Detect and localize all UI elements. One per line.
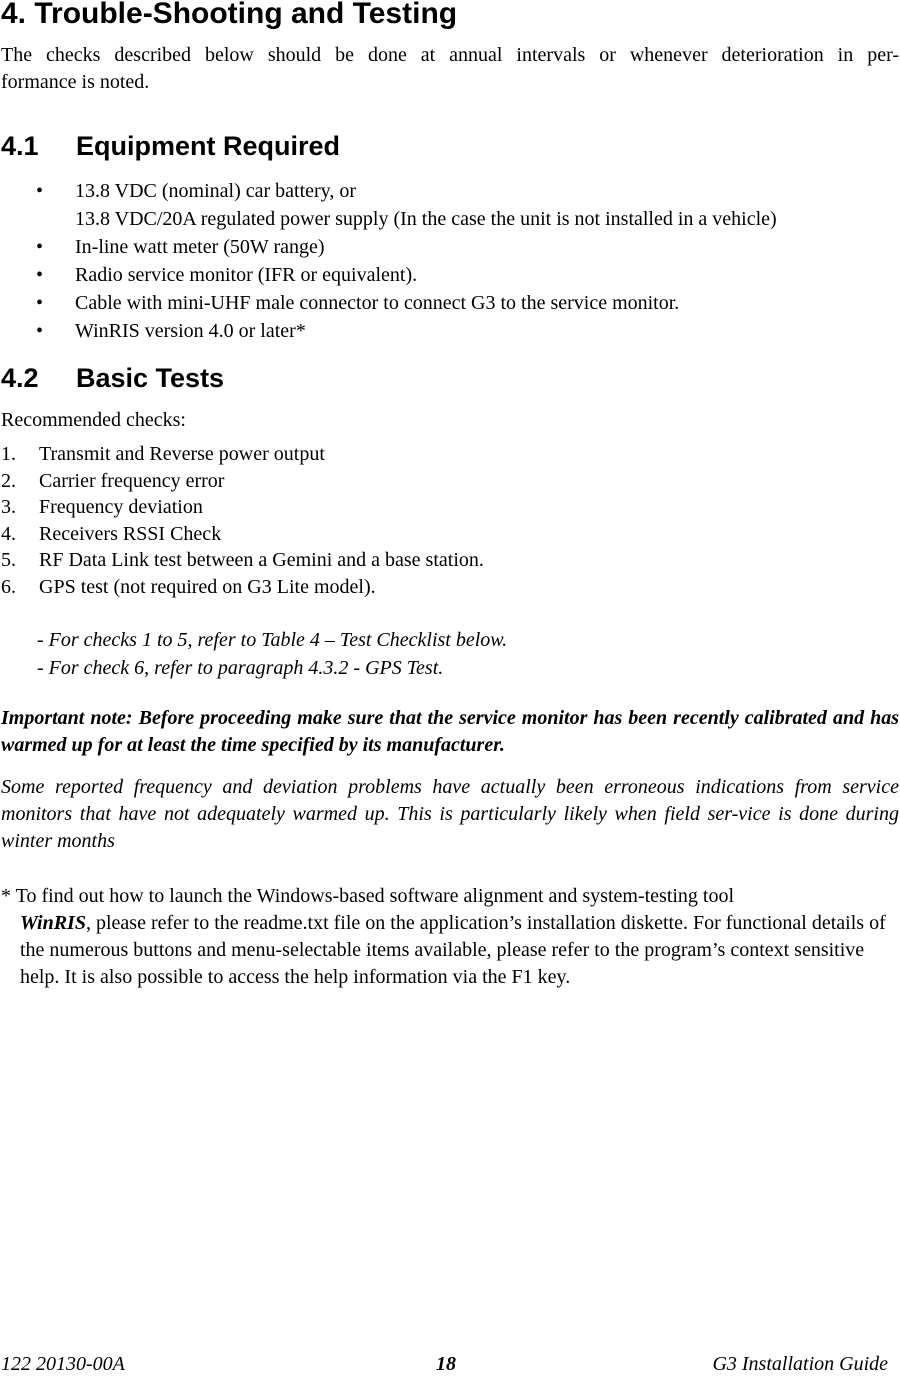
section-heading-4-1 bbox=[1, 131, 340, 162]
list-item bbox=[0, 261, 900, 289]
list-item-text: RF Data Link test between a Gemini and a base station. bbox=[39, 549, 484, 571]
page-title: 4. Trouble-Shooting and Testing bbox=[1, 0, 458, 30]
check-references bbox=[1, 626, 507, 682]
footnote bbox=[1, 883, 900, 991]
list-number: 6. bbox=[1, 575, 16, 598]
list-item-text: WinRIS version 4.0 or later* bbox=[75, 320, 306, 342]
intro-line-2: formance is noted. bbox=[1, 71, 150, 93]
bullet-icon: • bbox=[36, 180, 44, 202]
list-number: 3. bbox=[1, 496, 16, 518]
list-item-text: Radio service monitor (IFR or equivalent). bbox=[75, 264, 418, 286]
footer-guide-title: G3 Installation Guide bbox=[712, 1353, 888, 1375]
list-item bbox=[0, 317, 900, 345]
list-item bbox=[0, 177, 900, 233]
list-item-text: 13.8 VDC/20A regulated power supply (In the case the unit is not installed in a vehicle) bbox=[75, 208, 777, 230]
list-item bbox=[0, 289, 900, 317]
section-heading-4-2 bbox=[1, 363, 224, 394]
bullet-icon: • bbox=[36, 264, 44, 286]
warmup-warning: Some reported frequency and deviation problems have actually been erroneous indications from service monitors that have not adequately warmed up. This is particularly likely when field ser-vice is done during winter months bbox=[1, 776, 899, 852]
footer-page-number: 18 bbox=[436, 1353, 456, 1375]
list-item bbox=[0, 233, 900, 261]
list-number: 4. bbox=[1, 522, 16, 545]
section-title: Equipment Required bbox=[76, 131, 341, 161]
bullet-icon: • bbox=[36, 320, 44, 342]
list-item bbox=[1, 441, 881, 468]
list-item-text: GPS test (not required on G3 Lite model). bbox=[39, 575, 376, 598]
list-item-text: In-line watt meter (50W range) bbox=[75, 236, 325, 258]
list-item bbox=[1, 574, 881, 601]
list-number: 2. bbox=[1, 469, 16, 492]
intro-paragraph bbox=[1, 42, 899, 96]
section-title: Basic Tests bbox=[76, 363, 225, 393]
footnote-text: , please refer to the readme.txt file on the application’s installation diskette. For functional details of the numerous buttons and menu-selectable items available, please refer to the program’s context sensitive help. It is also possible to access the help information via the F1 key. bbox=[20, 912, 886, 988]
reference-gps-test: - For check 6, refer to paragraph 4.3.2 - GPS Test. bbox=[37, 657, 444, 679]
list-number: 5. bbox=[1, 549, 16, 571]
footnote-line-1: * To find out how to launch the Windows-based software alignment and system-testing tool bbox=[1, 885, 735, 907]
section-number: 4.1 bbox=[1, 131, 39, 161]
list-item-text: Receivers RSSI Check bbox=[39, 522, 222, 545]
footer-doc-number: 122 20130-00A bbox=[1, 1353, 125, 1375]
footnote-body bbox=[1, 910, 900, 991]
winris-name: WinRIS bbox=[20, 912, 86, 934]
list-item-text: Transmit and Reverse power output bbox=[39, 443, 325, 465]
checks-list bbox=[1, 441, 881, 600]
list-item-text: Cable with mini-UHF male connector to connect G3 to the service monitor. bbox=[75, 292, 680, 314]
reference-table-4: - For checks 1 to 5, refer to Table 4 – Test Checklist below. bbox=[37, 629, 508, 651]
bullet-icon: • bbox=[36, 236, 44, 258]
list-item-text: Carrier frequency error bbox=[39, 469, 225, 492]
list-item bbox=[1, 521, 881, 548]
list-item bbox=[1, 468, 881, 495]
equipment-list bbox=[0, 177, 900, 345]
important-note: Important note: Before proceeding make sure that the service monitor has been recently calibrated and has warmed up for at least the time specified by its manufacturer. bbox=[1, 707, 899, 756]
list-item-text: Frequency deviation bbox=[39, 496, 203, 518]
list-item bbox=[1, 494, 881, 521]
checks-lead: Recommended checks: bbox=[1, 409, 186, 431]
list-item-text: 13.8 VDC (nominal) car battery, or bbox=[75, 180, 357, 202]
bullet-icon: • bbox=[36, 292, 44, 314]
list-number: 1. bbox=[1, 443, 16, 465]
intro-line-1: The checks described below should be done at annual intervals or whenever deterioration in per- bbox=[1, 44, 899, 66]
section-number: 4.2 bbox=[1, 363, 39, 393]
list-item bbox=[1, 547, 881, 574]
